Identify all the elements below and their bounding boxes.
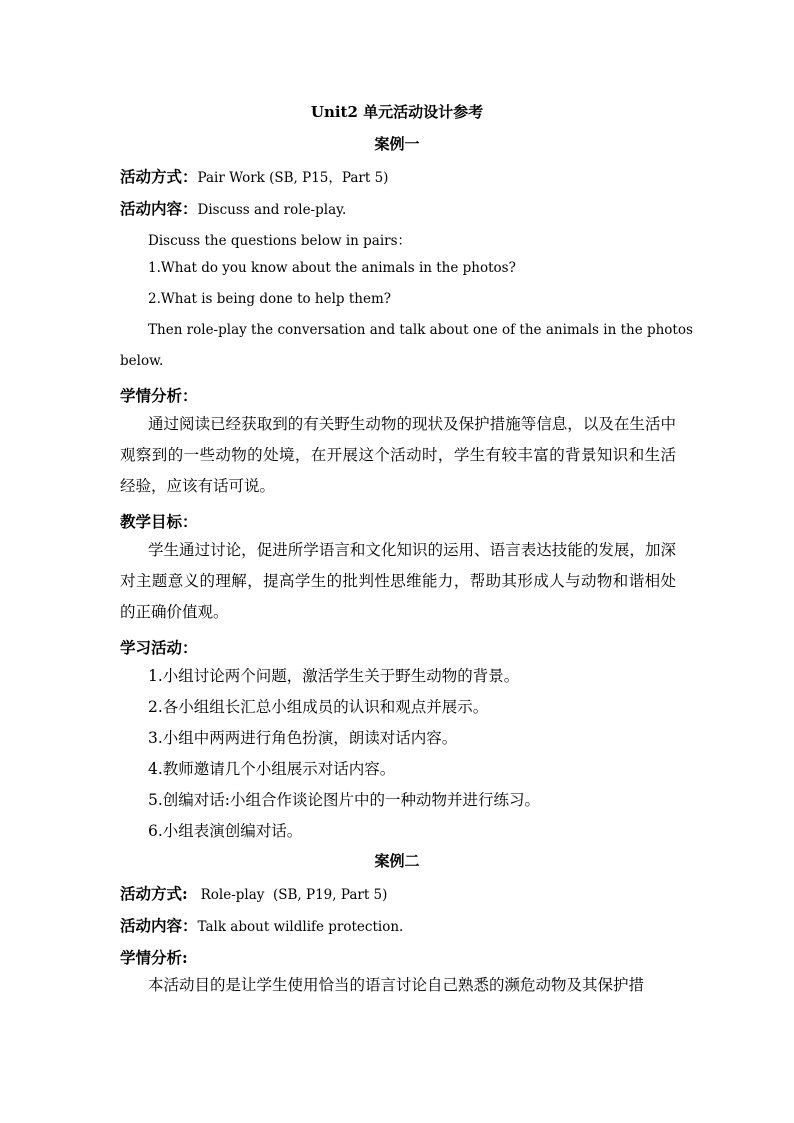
case1-question-2: 2.What is being done to help them? bbox=[148, 291, 391, 307]
case2-content-line bbox=[120, 914, 676, 936]
case1-goal-text: 学生通过讨论，促进所学语言和文化知识的运用、语言表达技能的发展，加深对主题意义的理解，提高学生的批判性思维能力，帮助其形成人与动物和谐相处的正确价值观。 bbox=[120, 541, 676, 621]
case2-method-label: 活动方式: bbox=[120, 884, 188, 903]
case1-content-label: 活动内容： bbox=[120, 199, 198, 218]
case1-question-1: 1.What do you know about the animals in the photos? bbox=[148, 260, 516, 276]
case1-activity-label: 学习活动： bbox=[120, 638, 198, 657]
case1-analysis-label: 学情分析： bbox=[120, 386, 198, 405]
case1-roleplay-line-2: below. bbox=[120, 353, 164, 369]
case1-method-value: Pair Work (SB, P15，Part 5) bbox=[197, 170, 389, 186]
case1-method-line bbox=[120, 165, 676, 187]
document-title: Unit2 单元活动设计参考 bbox=[310, 103, 484, 121]
case2-method-line bbox=[120, 882, 676, 904]
case2-content-label: 活动内容： bbox=[120, 916, 198, 935]
activity-item: 6.小组表演创编对话。 bbox=[148, 822, 303, 840]
case2-method-value: Role-play (SB, P19, Part 5) bbox=[187, 887, 388, 903]
case2-heading: 案例二 bbox=[374, 852, 420, 870]
case1-goal-label: 教学目标： bbox=[120, 512, 198, 531]
case1-method-label: 活动方式： bbox=[120, 167, 198, 186]
case1-roleplay-line-1: Then role-play the conversation and talk about one of the animals in the photos bbox=[148, 322, 693, 338]
case1-heading: 案例一 bbox=[374, 135, 420, 153]
case1-content-value: Discuss and role-play. bbox=[197, 202, 347, 218]
case2-content-value: Talk about wildlife protection. bbox=[197, 919, 404, 935]
activity-item: 3.小组中两两进行角色扮演，朗读对话内容。 bbox=[148, 729, 458, 747]
case1-analysis-text: 通过阅读已经获取到的有关野生动物的现状及保护措施等信息，以及在生活中观察到的一些动物的处境，在开展这个活动时，学生有较丰富的背景知识和生活经验，应该有话可说。 bbox=[120, 415, 676, 495]
activity-item: 2.各小组组长汇总小组成员的认识和观点并展示。 bbox=[148, 698, 489, 716]
activity-item: 1.小组讨论两个问题，激活学生关于野生动物的背景。 bbox=[148, 667, 520, 685]
activity-item: 4.教师邀请几个小组展示对话内容。 bbox=[148, 760, 396, 778]
case1-instruction: Discuss the questions below in pairs： bbox=[148, 233, 412, 249]
case2-analysis-text: 本活动目的是让学生使用恰当的语言讨论自己熟悉的濒危动物及其保护措 bbox=[148, 976, 645, 994]
case2-analysis-label: 学情分析: bbox=[120, 948, 188, 967]
activity-item: 5.创编对话:小组合作谈论图片中的一种动物并进行练习。 bbox=[148, 791, 541, 809]
case1-content-line bbox=[120, 197, 676, 219]
